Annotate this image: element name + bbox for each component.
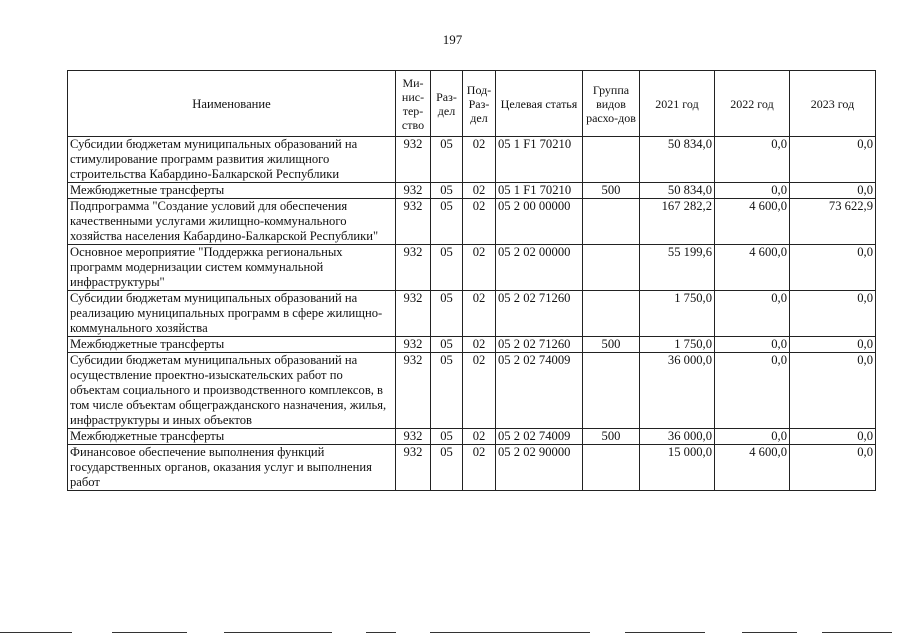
row-group: 500 xyxy=(583,429,640,445)
row-target: 05 2 02 74009 xyxy=(496,429,583,445)
row-section: 05 xyxy=(431,137,463,183)
row-name: Межбюджетные трансферты xyxy=(68,337,396,353)
row-2022: 0,0 xyxy=(715,183,790,199)
row-name: Финансовое обеспечение выполнения функций государственных органов, оказания услуг и выполнения работ xyxy=(68,445,396,491)
table-row xyxy=(68,245,876,291)
row-2021: 1 750,0 xyxy=(640,337,715,353)
row-ministry: 932 xyxy=(396,291,431,337)
row-2023: 0,0 xyxy=(790,429,876,445)
row-2021: 55 199,6 xyxy=(640,245,715,291)
row-group: 500 xyxy=(583,337,640,353)
row-subsection: 02 xyxy=(463,137,496,183)
row-group xyxy=(583,245,640,291)
row-2021: 36 000,0 xyxy=(640,429,715,445)
row-subsection: 02 xyxy=(463,429,496,445)
row-target: 05 2 02 00000 xyxy=(496,245,583,291)
row-name: Межбюджетные трансферты xyxy=(68,183,396,199)
row-group xyxy=(583,445,640,491)
divider xyxy=(0,632,72,633)
row-group xyxy=(583,291,640,337)
table-row xyxy=(68,137,876,183)
header-ministry: Ми-нис-тер-ство xyxy=(396,71,431,137)
row-2023: 0,0 xyxy=(790,353,876,429)
row-section: 05 xyxy=(431,199,463,245)
header-2022: 2022 год xyxy=(715,71,790,137)
row-target: 05 2 00 00000 xyxy=(496,199,583,245)
row-2023: 0,0 xyxy=(790,137,876,183)
row-ministry: 932 xyxy=(396,137,431,183)
row-2021: 1 750,0 xyxy=(640,291,715,337)
divider xyxy=(742,632,797,633)
row-target: 05 2 02 71260 xyxy=(496,337,583,353)
table-row xyxy=(68,353,876,429)
table-row xyxy=(68,429,876,445)
row-section: 05 xyxy=(431,353,463,429)
scan-bottom-lines xyxy=(0,630,905,636)
table-row xyxy=(68,183,876,199)
row-target: 05 1 F1 70210 xyxy=(496,183,583,199)
header-2023: 2023 год xyxy=(790,71,876,137)
row-2021: 50 834,0 xyxy=(640,183,715,199)
header-group: Группа видов расхо-дов xyxy=(583,71,640,137)
table-header-row xyxy=(68,71,876,137)
row-2023: 73 622,9 xyxy=(790,199,876,245)
divider xyxy=(366,632,396,633)
row-2022: 4 600,0 xyxy=(715,199,790,245)
row-target: 05 2 02 90000 xyxy=(496,445,583,491)
table-row xyxy=(68,445,876,491)
header-target: Целевая статья xyxy=(496,71,583,137)
row-2021: 36 000,0 xyxy=(640,353,715,429)
row-section: 05 xyxy=(431,245,463,291)
row-ministry: 932 xyxy=(396,245,431,291)
row-2023: 0,0 xyxy=(790,245,876,291)
row-section: 05 xyxy=(431,291,463,337)
row-section: 05 xyxy=(431,429,463,445)
divider xyxy=(224,632,332,633)
row-subsection: 02 xyxy=(463,445,496,491)
row-name: Субсидии бюджетам муниципальных образований на стимулирование программ развития жилищного строительства Кабардино-Балкарской Республики xyxy=(68,137,396,183)
row-subsection: 02 xyxy=(463,291,496,337)
row-ministry: 932 xyxy=(396,183,431,199)
row-subsection: 02 xyxy=(463,353,496,429)
row-2021: 167 282,2 xyxy=(640,199,715,245)
row-2023: 0,0 xyxy=(790,183,876,199)
row-name: Подпрограмма "Создание условий для обеспечения качественными услугами жилищно-коммунального хозяйства населения Кабардино-Балкарской Республики" xyxy=(68,199,396,245)
header-name: Наименование xyxy=(68,71,396,137)
budget-table xyxy=(67,70,876,491)
row-name: Субсидии бюджетам муниципальных образований на реализацию муниципальных программ в сфере жилищно-коммунального хозяйства xyxy=(68,291,396,337)
row-ministry: 932 xyxy=(396,429,431,445)
row-target: 05 1 F1 70210 xyxy=(496,137,583,183)
row-2023: 0,0 xyxy=(790,445,876,491)
row-subsection: 02 xyxy=(463,183,496,199)
divider xyxy=(430,632,590,633)
divider xyxy=(822,632,892,633)
row-section: 05 xyxy=(431,183,463,199)
row-section: 05 xyxy=(431,337,463,353)
row-group: 500 xyxy=(583,183,640,199)
row-subsection: 02 xyxy=(463,245,496,291)
row-2021: 50 834,0 xyxy=(640,137,715,183)
row-ministry: 932 xyxy=(396,445,431,491)
row-name: Основное мероприятие "Поддержка региональных программ модернизации систем коммунальной инфраструктуры" xyxy=(68,245,396,291)
row-2022: 4 600,0 xyxy=(715,245,790,291)
row-2022: 0,0 xyxy=(715,429,790,445)
row-target: 05 2 02 71260 xyxy=(496,291,583,337)
row-ministry: 932 xyxy=(396,337,431,353)
header-subsection: Под-Раз-дел xyxy=(463,71,496,137)
header-section: Раз-дел xyxy=(431,71,463,137)
row-2022: 4 600,0 xyxy=(715,445,790,491)
row-group xyxy=(583,353,640,429)
divider xyxy=(112,632,187,633)
row-group xyxy=(583,137,640,183)
page-number: 197 xyxy=(442,32,463,47)
table-row xyxy=(68,337,876,353)
row-ministry: 932 xyxy=(396,199,431,245)
row-subsection: 02 xyxy=(463,199,496,245)
row-2023: 0,0 xyxy=(790,337,876,353)
row-section: 05 xyxy=(431,445,463,491)
row-name: Субсидии бюджетам муниципальных образований на осуществление проектно-изыскательских работ по объектам социального и производственного комплексов, в том числе объектам общегражданского назначения, жилья, инфраструктуры и иных объектов xyxy=(68,353,396,429)
row-name: Межбюджетные трансферты xyxy=(68,429,396,445)
row-2022: 0,0 xyxy=(715,337,790,353)
row-ministry: 932 xyxy=(396,353,431,429)
row-2023: 0,0 xyxy=(790,291,876,337)
header-2021: 2021 год xyxy=(640,71,715,137)
divider xyxy=(625,632,705,633)
row-2022: 0,0 xyxy=(715,137,790,183)
table-row xyxy=(68,199,876,245)
row-subsection: 02 xyxy=(463,337,496,353)
row-2022: 0,0 xyxy=(715,291,790,337)
row-target: 05 2 02 74009 xyxy=(496,353,583,429)
row-2021: 15 000,0 xyxy=(640,445,715,491)
row-group xyxy=(583,199,640,245)
table-row xyxy=(68,291,876,337)
row-2022: 0,0 xyxy=(715,353,790,429)
